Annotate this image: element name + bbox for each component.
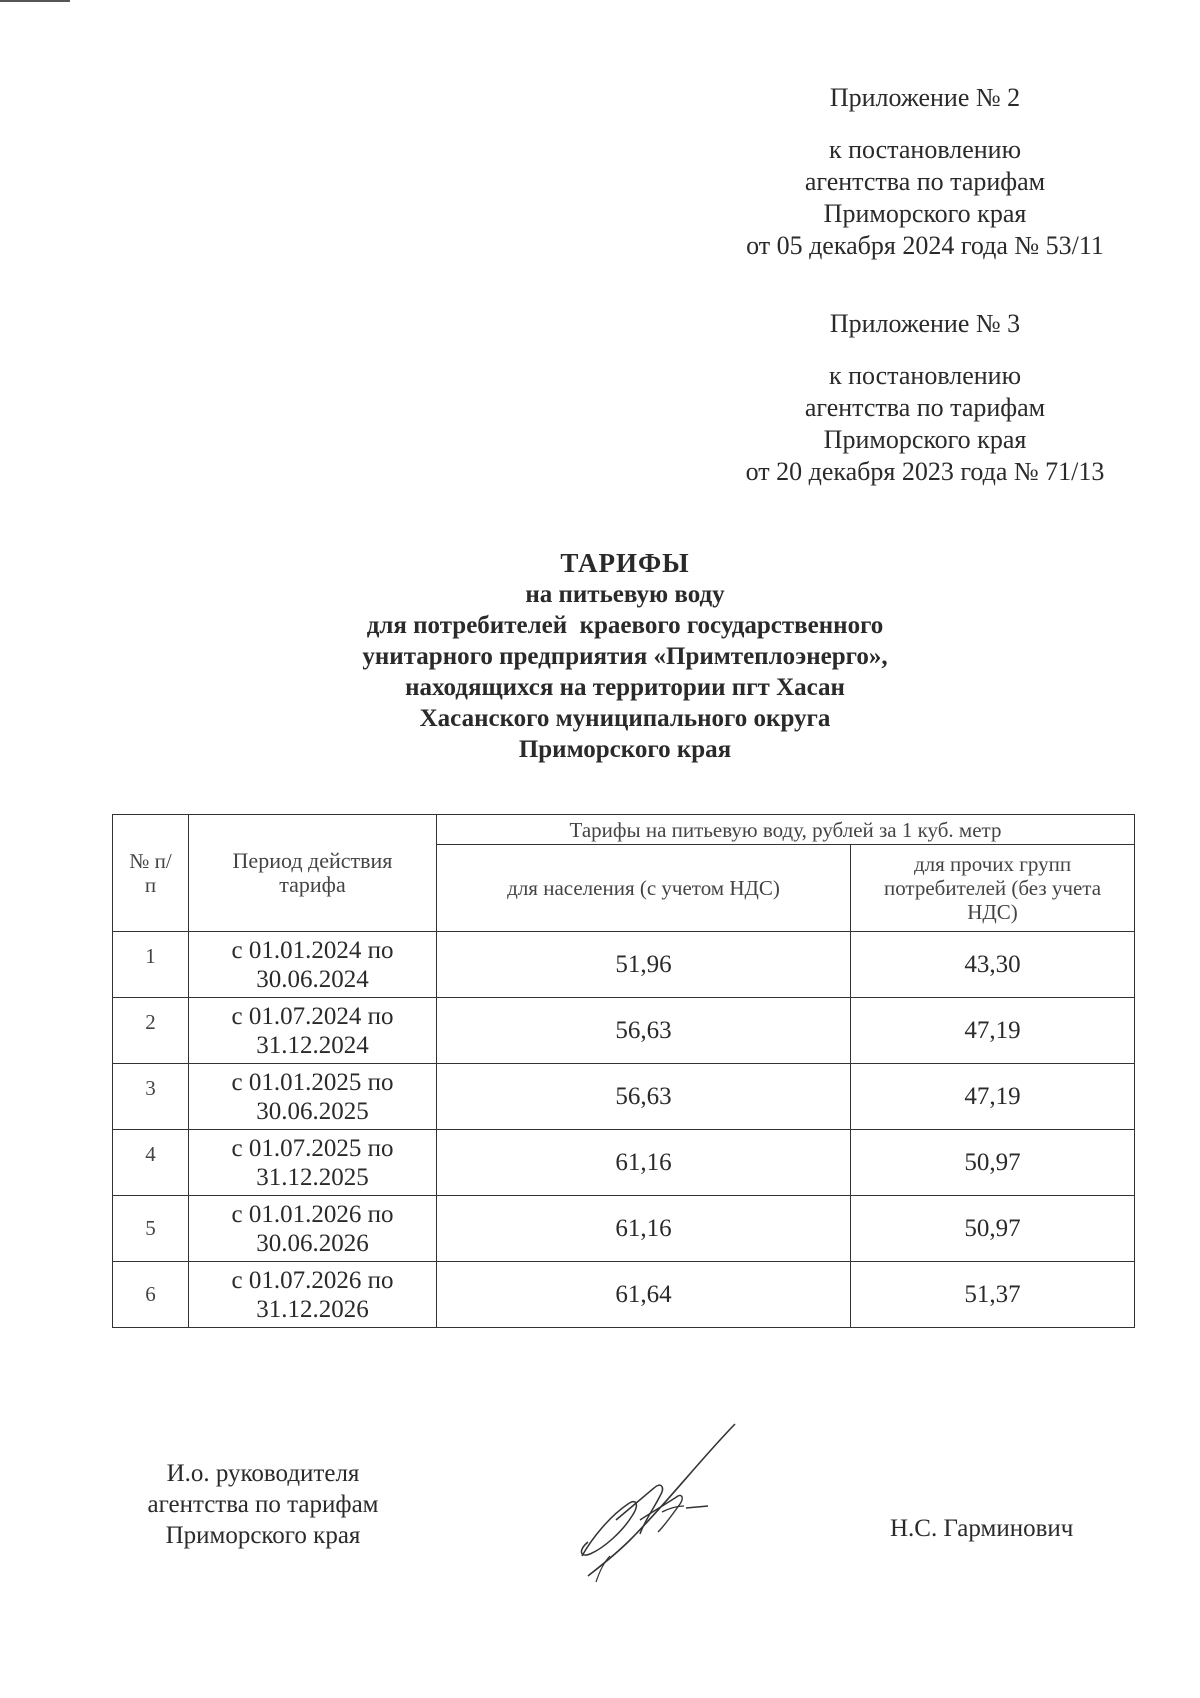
table-row [113,998,1135,1064]
title-line: Приморского края [518,736,732,763]
row-num: 4 [113,1130,189,1196]
row-others-tariff: 47,19 [851,1064,1135,1130]
row-num: 1 [113,932,189,998]
title-line: унитарного предприятия «Примтеплоэнерго», [362,643,888,670]
title-line: на питьевую воду [525,581,725,608]
row-others-tariff: 51,37 [851,1262,1135,1328]
row-others-tariff: 50,97 [851,1130,1135,1196]
title-line: для потребителей краевого государственного [366,612,884,639]
row-population-tariff: 61,16 [437,1130,851,1196]
row-period: с 01.01.2026 по 30.06.2026 [189,1196,437,1262]
table-row [113,932,1135,998]
signer-name: Н.С. Гарминович [890,1515,1074,1542]
appendix-current [690,82,1160,262]
row-period: с 01.07.2024 по 31.12.2024 [189,998,437,1064]
header-num: № п/п [113,815,189,932]
appendix-line: к постановлению [828,361,1022,390]
row-population-tariff: 61,64 [437,1262,851,1328]
appendix-original [690,308,1160,488]
table-row [113,1130,1135,1196]
table-row [113,1064,1135,1130]
appendix-line: Приморского края [823,199,1027,228]
row-period: с 01.07.2025 по 31.12.2025 [189,1130,437,1196]
appendix-line: от 05 декабря 2024 года № 53/11 [746,231,1104,260]
row-population-tariff: 61,16 [437,1196,851,1262]
title-line: находящихся на территории пгт Хасан [405,674,845,701]
appendix-line: агентства по тарифам [804,393,1046,422]
row-period: с 01.01.2024 по 30.06.2024 [189,932,437,998]
appendix-title: Приложение № 2 [829,83,1021,112]
row-population-tariff: 51,96 [437,932,851,998]
table-row [113,1196,1135,1262]
row-num: 2 [113,998,189,1064]
signer-line: И.о. руководителя [166,1460,360,1487]
signer-line: Приморского края [165,1522,361,1549]
row-num: 5 [113,1196,189,1262]
row-others-tariff: 47,19 [851,998,1135,1064]
scan-corner-mark [0,0,70,2]
row-period: с 01.01.2025 по 30.06.2025 [189,1064,437,1130]
header-tariff-group: Тарифы на питьевую воду, рублей за 1 куб. метр [437,815,1135,845]
row-period: с 01.07.2026 по 31.12.2026 [189,1262,437,1328]
header-period: Период действия тарифа [189,815,437,932]
appendix-title: Приложение № 3 [829,309,1021,338]
header-others: для прочих групп потребителей (без учета НДС) [851,845,1135,932]
signer-line: агентства по тарифам [147,1491,379,1518]
row-others-tariff: 50,97 [851,1196,1135,1262]
row-num: 3 [113,1064,189,1130]
appendix-line: агентства по тарифам [804,167,1046,196]
row-others-tariff: 43,30 [851,932,1135,998]
row-population-tariff: 56,63 [437,1064,851,1130]
table-row [113,1262,1135,1328]
signer-position [118,1458,408,1551]
row-num: 6 [113,1262,189,1328]
title-line: Хасанского муниципального округа [419,705,831,732]
appendix-line: к постановлению [828,135,1022,164]
tariff-table [112,814,1135,1328]
handwritten-signature-icon [570,1420,740,1590]
appendix-line: Приморского края [823,425,1027,454]
document-title [230,548,1020,765]
row-population-tariff: 56,63 [437,998,851,1064]
appendix-line: от 20 декабря 2023 года № 71/13 [745,457,1105,486]
title-main: ТАРИФЫ [560,548,690,578]
header-population: для населения (с учетом НДС) [437,845,851,932]
